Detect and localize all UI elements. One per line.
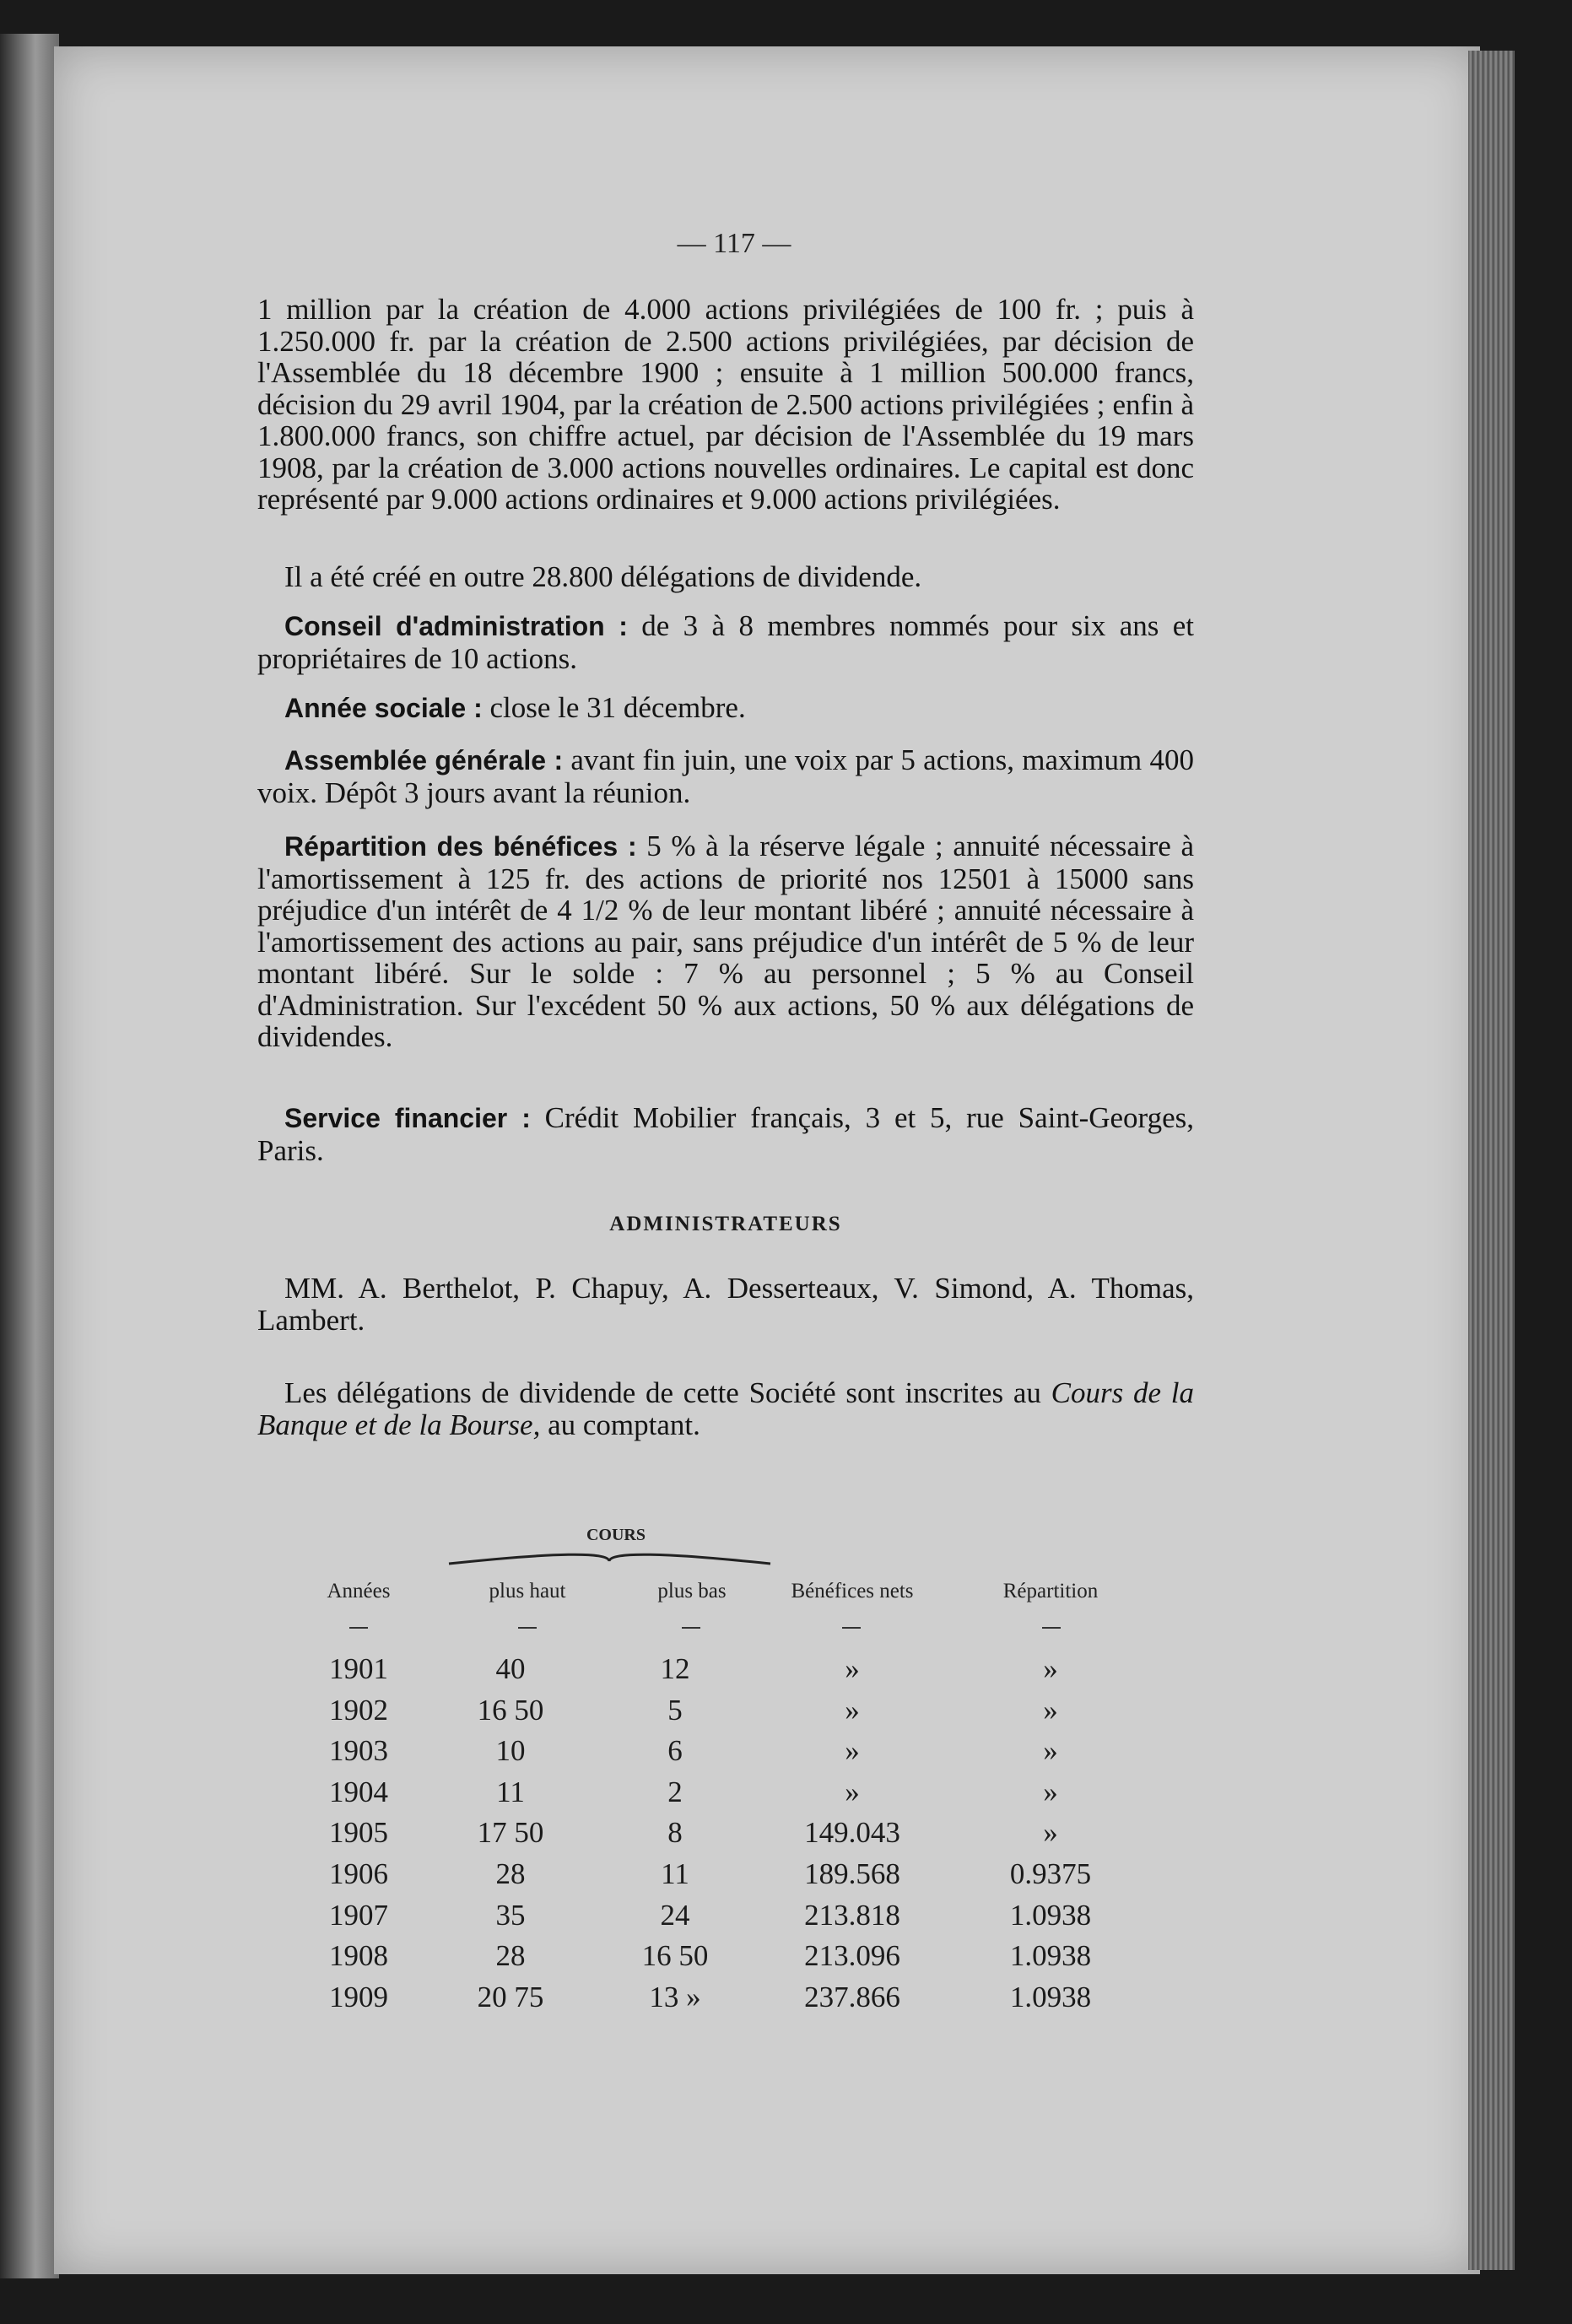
table-cell: 13 » [649,1980,701,2013]
conseil-label: Conseil d'administration : [284,611,628,641]
repartition-paragraph [257,830,1194,1053]
table-cell: » [1043,1693,1058,1727]
header-dash [682,1627,700,1629]
paragraph-delegations: Il a été créé en outre 28.800 délégations de dividende. [284,560,922,593]
table-cell: 149.043 [804,1816,900,1850]
administrateurs-list [257,1273,1194,1336]
left-page-edge [0,34,59,2278]
header-repartition: Répartition [1002,1580,1099,1602]
service-text: Crédit Mobilier français, 3 et 5, rue Saint-Georges, Paris. [257,1101,1194,1167]
page-number: — 117 — [677,228,791,259]
table-cell: 11 [496,1775,525,1808]
table-cell: 1.0938 [1009,1980,1092,2013]
conseil-paragraph [257,610,1194,674]
service-paragraph [257,1102,1194,1166]
table-cell: 1901 [329,1652,388,1685]
header-dash [1042,1627,1061,1629]
annee-label: Année sociale : [284,693,483,723]
header-benefices: Bénéfices nets [791,1580,914,1602]
table-cell: 16 50 [641,1939,709,1973]
table-cell: 1906 [329,1857,388,1890]
table-cell: » [1043,1734,1058,1768]
table-cell: 1907 [329,1898,388,1932]
header-dash [518,1627,537,1629]
conseil-text: de 3 à 8 membres nommés pour six ans et propriétaires de 10 actions. [257,609,1194,675]
cours-group-header: COURS [586,1526,646,1544]
table-cell: 10 [495,1734,526,1768]
table-cell: » [1043,1816,1058,1850]
table-cell: 189.568 [804,1857,900,1890]
table-cell: 6 [667,1734,683,1768]
assemblee-paragraph [257,744,1194,808]
assemblee-label: Assemblée générale : [284,745,564,776]
repartition-label: Répartition des bénéfices : [284,831,637,862]
table-cell: » [1043,1775,1058,1808]
assemblee-text: avant fin juin, une voix par 5 actions, maximum 400 voix. Dépôt 3 jours avant la réunion. [257,743,1195,809]
table-cell: 0.9375 [1009,1857,1092,1890]
table-cell: 28 [495,1939,526,1973]
administrateurs-heading: ADMINISTRATEURS [609,1213,842,1235]
capital-paragraph [257,294,1194,516]
repartition-text: 5 % à la réserve légale ; annuité nécessaire à l'amortissement à 125 fr. des actions de priorité nos 12501 à 15000 sans préjudice d'un intérêt de 4 1/2 % de leur montant libéré ; annuité nécessaire à l'amortissement des actions au pair, sans préjudice d'un intérêt de 5 % de leur montant libéré. Sur le solde : 7 % au personnel ; 5 % au Conseil d'Administration. Sur l'excédent 50 % aux actions, 50 % aux délégations de dividendes. [257,830,1195,1053]
paragraph-capital: 1 million par la création de 4.000 actions privilégiées de 100 fr. ; puis à 1.250.000 fr. par la création de 2.500 actions privilégiées, par décision de l'Assemblée du 18 décembre 1900 ; ensuite à 1 million 500.000 francs, décision du 29 avril 1904, par la création de 2.500 actions privilégiées ; enfin à 1.800.000 francs, son chiffre actuel, par décision de l'Assemblée du 19 mars 1908, par la création de 3.000 actions nouvelles ordinaires. Le capital est donc représenté par 9.000 actions ordinaires et 9.000 actions privilégiées. [257,293,1194,516]
table-cell: 5 [667,1693,683,1727]
cours-intro-text: Les délégations de dividende de cette Société sont inscrites au [284,1376,1051,1409]
table-cell: 28 [495,1857,526,1890]
table-cell: 16 50 [477,1693,544,1727]
delegations-paragraph [257,561,1194,593]
table-cell: 1.0938 [1009,1939,1092,1973]
table-cell: » [1043,1652,1058,1685]
header-dash [842,1627,861,1629]
table-cell: 8 [667,1816,683,1850]
table-cell: 1902 [329,1693,388,1727]
table-cell: 11 [661,1857,689,1890]
annee-paragraph [257,692,1194,725]
header-plus-haut: plus haut [489,1580,566,1602]
page-stack-edge [1468,51,1515,2270]
header-plus-bas: plus bas [657,1580,727,1602]
table-cell: 12 [660,1652,690,1685]
table-cell: 35 [495,1898,526,1932]
admin-names: MM. A. Berthelot, P. Chapuy, A. Desserteaux, V. Simond, A. Thomas, Lambert. [257,1272,1194,1337]
table-cell: 1.0938 [1009,1898,1092,1932]
table-cell: 1904 [329,1775,388,1808]
service-label: Service financier : [284,1103,531,1133]
table-cell: » [845,1652,860,1685]
annee-text: close le 31 décembre. [482,691,746,724]
table-cell: 1903 [329,1734,388,1768]
header-dash [349,1627,368,1629]
table-cell: 1908 [329,1939,388,1973]
cours-brace [447,1543,772,1568]
table-cell: » [845,1693,860,1727]
table-cell: 24 [660,1898,690,1932]
table-cell: » [845,1775,860,1808]
table-cell: 1905 [329,1816,388,1850]
cours-intro-end: au comptant. [540,1408,700,1441]
table-cell: 1909 [329,1980,388,2013]
cours-intro-italic: Cours de la Banque et de la Bourse, [257,1376,1194,1441]
table-cell: 20 75 [477,1980,544,2013]
table-cell: 40 [495,1652,526,1685]
table-cell: 2 [667,1775,683,1808]
table-cell: 213.818 [804,1898,900,1932]
cours-intro-paragraph [257,1377,1194,1440]
table-cell: 17 50 [477,1816,544,1850]
header-annees: Années [327,1580,391,1602]
table-cell: 213.096 [804,1939,900,1973]
table-cell: » [845,1734,860,1768]
table-cell: 237.866 [804,1980,900,2013]
